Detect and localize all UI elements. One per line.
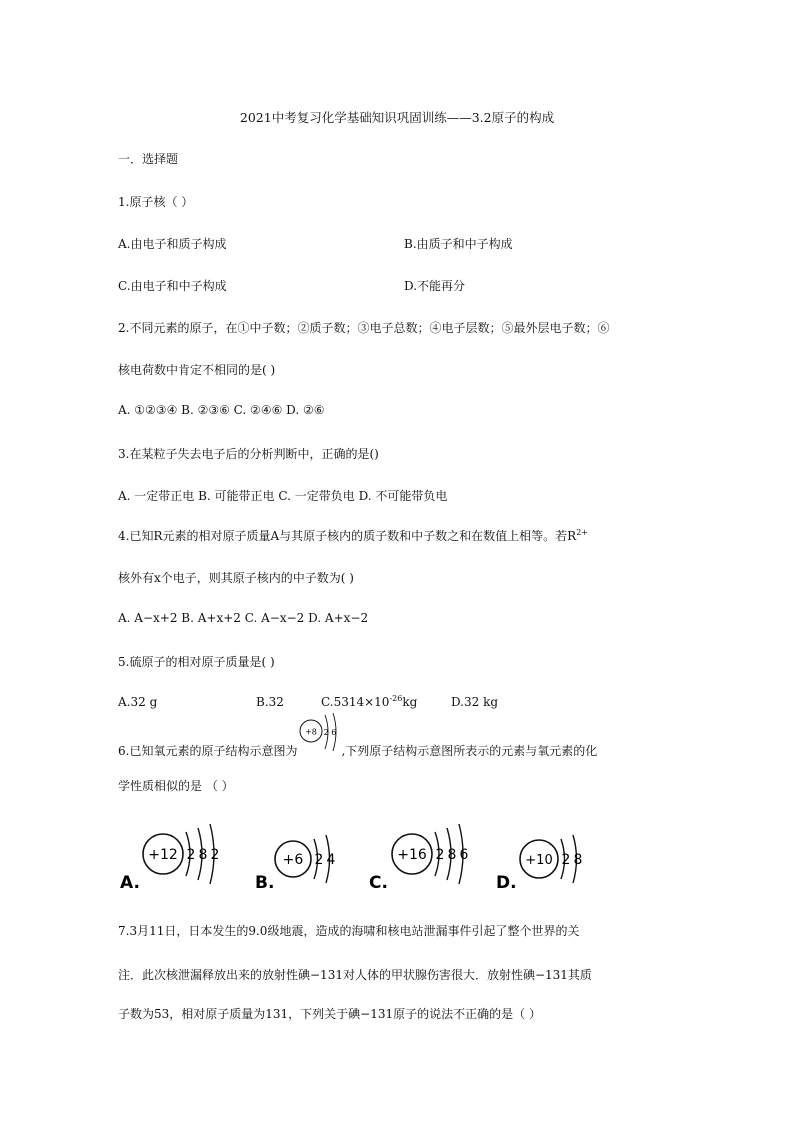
option-d-shell-2-count: 8 [573,852,583,868]
option-c-shell-3-count: 6 [459,847,469,863]
question-5-stem: 5.硫原子的相对原子质量是( ) [118,655,275,669]
question-2-stem-line2: 核电荷数中肯定不相同的是( ) [118,363,276,377]
question-3-stem: 3.在某粒子失去电子后的分析判断中，正确的是() [118,447,379,461]
question-1-option-b: B.由质子和中子构成 [404,237,513,251]
option-c-nucleus-label: +16 [397,847,427,863]
oxygen-shell-electrons: 2 6 [324,728,337,737]
option-c-label: C. [369,873,388,893]
option-c-shell-1-count: 2 [435,847,445,863]
question-6-stem-suffix: ,下列原子结构示意图所表示的元素与氧元素的化 [341,744,598,758]
question-1-option-c: C.由电子和中子构成 [118,279,227,293]
option-a-diagram [118,818,228,893]
question-6-stem-line1 [118,727,598,759]
question-6-stem-line2: 学性质相似的是 （ ） [118,779,234,793]
question-5-option-b: B.32 [256,695,284,709]
option-d-nucleus-label: +10 [525,853,553,868]
question-7-line3: 子数为53，相对原子质量为131，下列关于碘−131原子的说法不正确的是（ ） [118,1007,541,1021]
option-b-nucleus-label: +6 [282,852,304,868]
option-a-label: A. [120,873,140,893]
option-a-shell-1-count: 2 [186,847,196,863]
oxygen-nucleus-label: +8 [305,727,318,737]
oxygen-diagram [297,727,341,755]
section-heading: 一．选择题 [118,152,179,166]
option-d-diagram [494,826,594,894]
option-d-label: D. [496,873,517,893]
option-a-nucleus-label: +12 [148,847,178,863]
question-6-stem-prefix: 6.已知氧元素的原子结构示意图为 [118,744,298,758]
question-1-option-d: D.不能再分 [404,279,466,293]
question-1-option-a: A.由电子和质子构成 [118,237,227,251]
option-b-label: B. [255,873,275,893]
option-c-shell-2-count: 8 [447,847,457,863]
option-b-shell-1-count: 2 [314,852,324,868]
option-c-exponent: -26 [389,694,403,703]
question-2-stem-line1: 2.不同元素的原子，在①中子数；②质子数；③电子总数；④电子层数；⑤最外层电子数；⑥ [118,321,610,335]
question-3-options: A. 一定带正电 B. 可能带正电 C. 一定带负电 D. 不可能带负电 [118,489,448,503]
option-a-shell-3-count: 2 [210,847,220,863]
question-5-option-c [321,695,417,709]
question-7-line1: 7.3月11日，日本发生的9.0级地震，造成的海啸和核电站泄漏事件引起了整个世界的关 [118,924,580,938]
question-4-stem-line1 [118,527,588,544]
option-c-mantissa: C.5314×10 [321,695,390,709]
option-b-shell-2-count: 4 [326,852,336,868]
option-c-diagram [367,818,477,893]
charge-superscript: 2+ [576,528,588,537]
option-c-unit: kg [402,695,418,709]
question-1-stem: 1.原子核（ ） [118,195,194,209]
question-5-option-a: A.32 g [118,695,158,709]
question-2-options: A. ①②③④ B. ②③⑥ C. ②④⑥ D. ②⑥ [118,403,325,417]
question-4-stem-text: 4.已知R元素的相对原子质量A与其原子核内的质子数和中子数之和在数值上相等。若R [118,529,577,543]
page-title: 2021中考复习化学基础知识巩固训练——3.2原子的构成 [239,110,555,125]
option-a-shell-2-count: 8 [198,847,208,863]
question-5-option-d: D.32 kg [451,695,499,709]
option-b-diagram [253,826,348,894]
question-4-stem-line2: 核外有x个电子，则其原子核内的中子数为( ) [118,571,354,585]
question-4-options: A. A−x+2 B. A+x+2 C. A−x−2 D. A+x−2 [118,611,369,625]
option-d-shell-1-count: 2 [561,852,571,868]
question-7-line2: 注．此次核泄漏释放出来的放射性碘−131对人体的甲状腺伤害很大．放射性碘−131其质 [118,968,592,982]
